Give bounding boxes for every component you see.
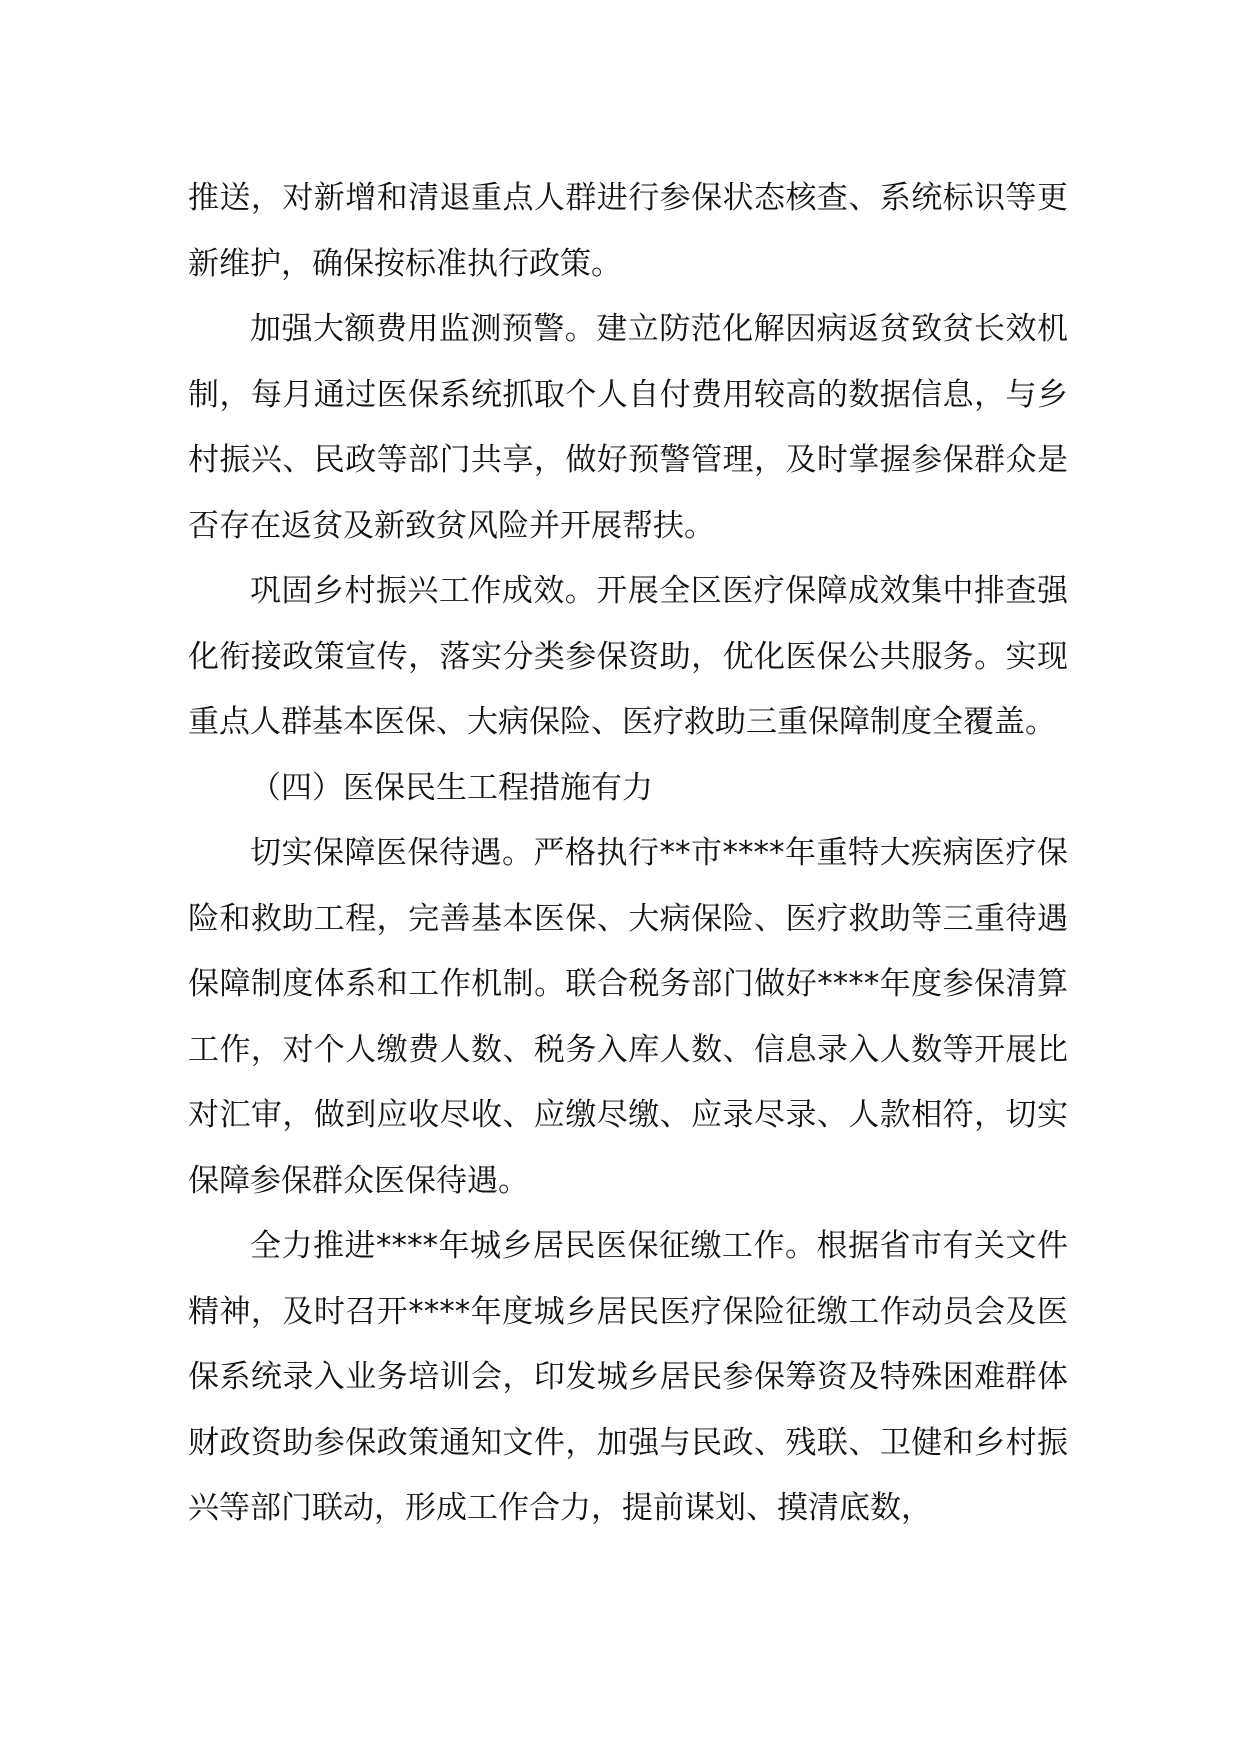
paragraph-rural-revitalization: 巩固乡村振兴工作成效。开展全区医疗保障成效集中排查强化衔接政策宣传，落实分类参保资助，优化医保公共服务。实现重点人群基本医保、大病保险、医疗救助三重保障制度全覆盖。 <box>188 573 1068 740</box>
document-page <box>188 166 1068 1542</box>
paragraph-insurance-collection: 全力推进****年城乡居民医保征缴工作。根据省市有关文件精神，及时召开****年度城乡居民医疗保险征缴工作动员会及医保系统录入业务培训会，印发城乡居民参保筹资及特殊困难群体财政资助参保政策通知文件，加强与民政、残联、卫健和乡村振兴等部门联动，形成工作合力，提前谋划、摸清底数， <box>188 1228 1068 1526</box>
paragraph-continued: 推送，对新增和清退重点人群进行参保状态核查、系统标识等更新维护，确保按标准执行政策。 <box>188 180 1068 282</box>
paragraph-medical-benefits: 切实保障医保待遇。严格执行**市****年重特大疾病医疗保险和救助工程，完善基本医保、大病保险、医疗救助等三重待遇保障制度体系和工作机制。联合税务部门做好****年度参保清算工作，对个人缴费人数、税务入库人数、信息录入人数等开展比对汇审，做到应收尽收、应缴尽缴、应录尽录、人款相符，切实保障参保群众医保待遇。 <box>188 835 1068 1199</box>
paragraph-large-cost-monitoring: 加强大额费用监测预警。建立防范化解因病返贫致贫长效机制，每月通过医保系统抓取个人自付费用较高的数据信息，与乡村振兴、民政等部门共享，做好预警管理，及时掌握参保群众是否存在返贫及新致贫风险并开展帮扶。 <box>188 311 1068 544</box>
section-heading-4: （四）医保民生工程措施有力 <box>250 769 653 806</box>
